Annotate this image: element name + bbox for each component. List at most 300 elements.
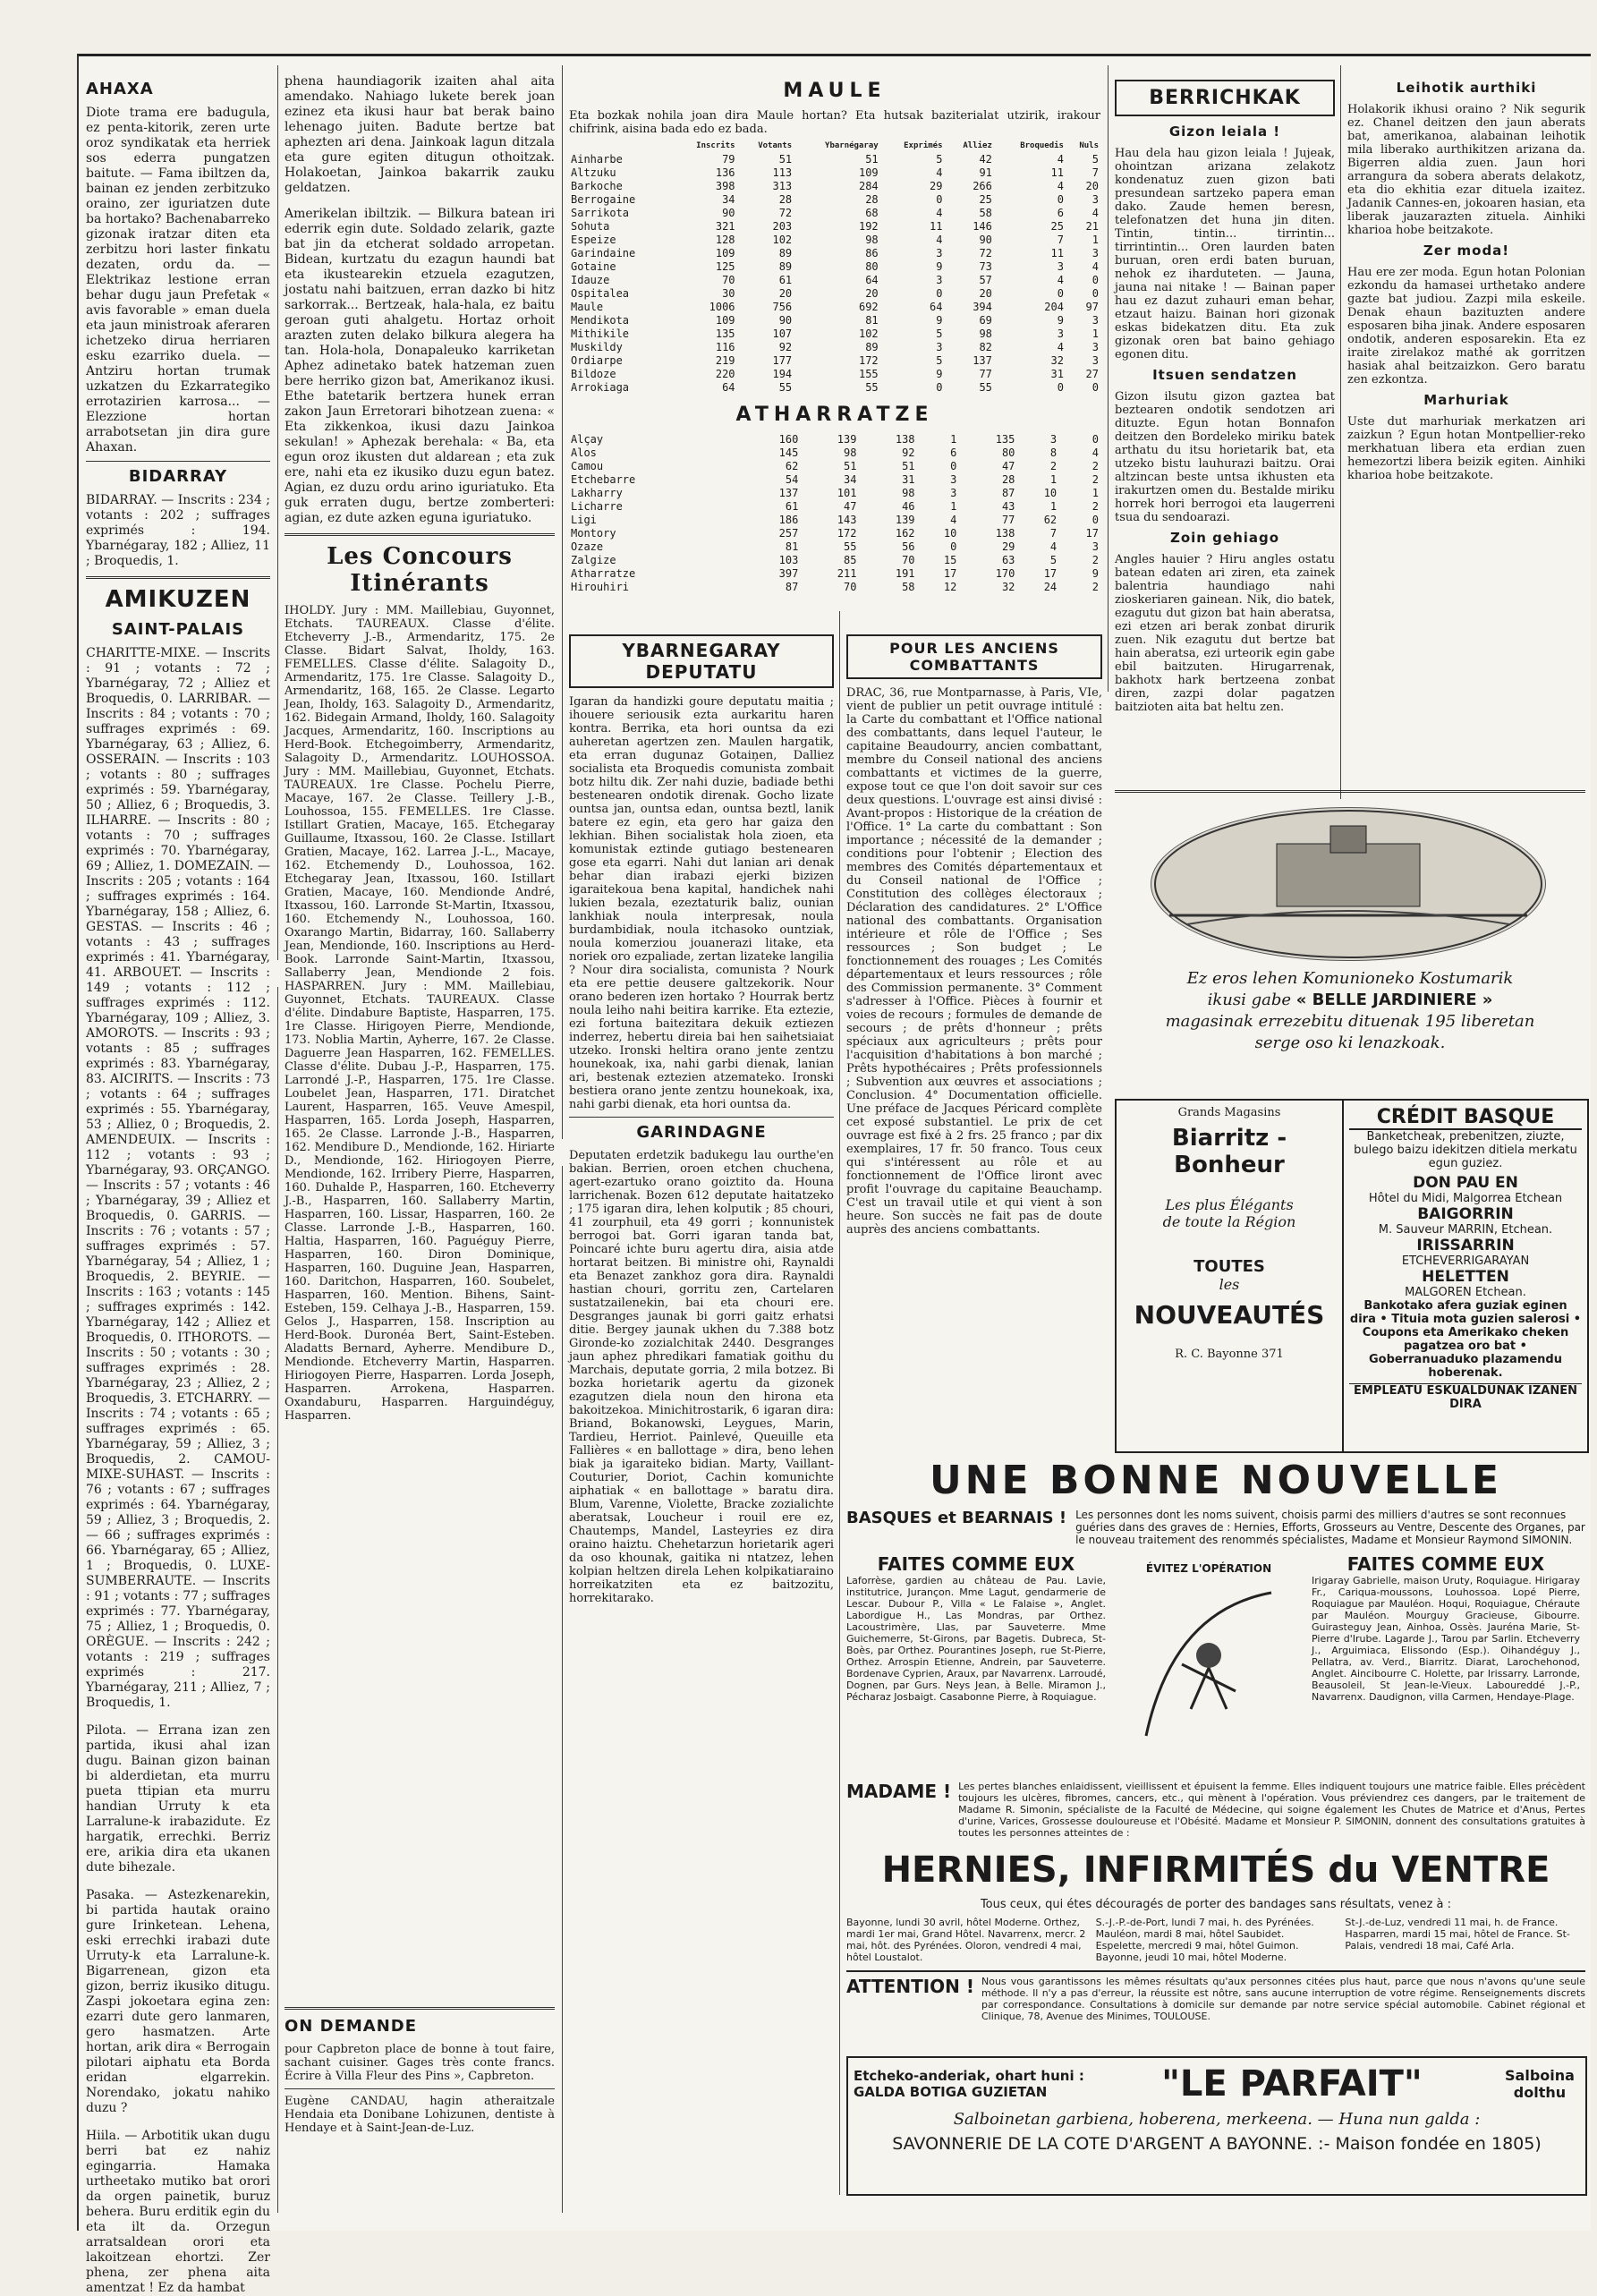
parfait-right: Salboina dolthu bbox=[1505, 2067, 1575, 2101]
table-row bbox=[569, 153, 1100, 166]
vote-count: 92 bbox=[902, 446, 915, 459]
vote-count: 2 bbox=[1092, 554, 1099, 566]
maule-heading: MAULE bbox=[783, 80, 887, 102]
vote-count: 101 bbox=[837, 487, 857, 499]
vote-count: 1 bbox=[1049, 500, 1058, 513]
vote-count: 31 bbox=[1050, 368, 1064, 380]
biarritz-top: Grands Magasins bbox=[1177, 1106, 1281, 1119]
vote-count: 103 bbox=[778, 554, 799, 566]
table-row bbox=[569, 193, 1100, 207]
vote-count: 58 bbox=[902, 581, 915, 593]
table-row bbox=[569, 473, 1100, 487]
ahaxa-heading: AHAXA bbox=[86, 80, 154, 98]
vote-count: 6 bbox=[1057, 207, 1064, 219]
vote-count: 77 bbox=[1001, 514, 1015, 526]
vote-count: 11 bbox=[930, 220, 943, 233]
commune-name: Licharre bbox=[571, 500, 623, 513]
marhuriak-heading: Marhuriak bbox=[1423, 392, 1509, 408]
credit-footer: Bankotako afera guziak eginen dira • Tituia mota guzien salerosi • Coupons eta Amerikako cheken pagatzea oro bat • Goberranuaduko plazamendu hoberenak. bbox=[1349, 1299, 1582, 1380]
commune-name: Maule bbox=[571, 301, 604, 313]
vote-count: 98 bbox=[865, 234, 879, 246]
table-header-cell: Nuls bbox=[1079, 141, 1099, 150]
vote-count: 28 bbox=[1001, 473, 1015, 486]
vote-count: 138 bbox=[995, 527, 1015, 540]
vote-count: 9 bbox=[1092, 567, 1099, 580]
commune-name: Ordiarpe bbox=[571, 354, 623, 367]
vote-count: 72 bbox=[979, 247, 992, 259]
vote-count: 5 bbox=[1092, 153, 1099, 166]
vote-count: 20 bbox=[979, 287, 992, 300]
vote-count: 98 bbox=[843, 446, 857, 459]
operation-illustration-icon bbox=[1119, 1575, 1298, 1754]
column-rule bbox=[1340, 65, 1341, 799]
vote-count: 70 bbox=[902, 554, 915, 566]
column-2 bbox=[285, 74, 555, 2213]
vote-count: 5 bbox=[936, 354, 943, 367]
vote-count: 9 bbox=[936, 368, 943, 380]
bonne-nouvelle-ad bbox=[846, 1452, 1585, 2043]
table-header-cell bbox=[569, 140, 673, 153]
vote-count: 146 bbox=[973, 220, 992, 233]
vote-count: 85 bbox=[843, 554, 857, 566]
vote-count: 177 bbox=[772, 354, 793, 367]
vote-count: 17 bbox=[943, 567, 957, 580]
vote-count: 90 bbox=[722, 207, 735, 219]
vote-count: 30 bbox=[722, 287, 735, 300]
vote-count: 109 bbox=[715, 314, 735, 327]
commune-name: Camou bbox=[571, 460, 604, 472]
vote-count: 2 bbox=[1092, 473, 1099, 486]
vote-count: 3 bbox=[1049, 433, 1058, 446]
vote-count: 25 bbox=[979, 193, 992, 206]
biarritz-line-5: NOUVEAUTÉS bbox=[1134, 1300, 1325, 1330]
vote-count: 266 bbox=[973, 180, 992, 192]
vote-count: 4 bbox=[1057, 274, 1064, 286]
table-row bbox=[569, 341, 1100, 354]
ybarnegaray-text: Igaran da handizki goure deputatu maitia ; ihouere seriousik ezta aurkaritu haren kontra. Berrika, eta hori ountsa da ezi auheretan agertzen zen. Maulen hargatik, eta erran dugunaz Gotaiņen, Dalliez socialista eta Broquedis comunista zombait botz hiltu dik. Zer nahi duzie, badiade bethi bestenearen ondotik direnak. Gocho lizate ountsa jan, ountsa edan, ountsa beztl, lanik batere ez egin, eta gero har gaiza den lekhian. Bihen socialistak hola zioen, eta komunistak eztinde gutiago bestenearen gose eta egarri. Nahi dut lanian ari denak behar dian irabazi ejerki bizizen igaraitekoua bena kapital, handichek nahi lukien bezala, ezeztaturik baliz, ounian lankhiak noula interpresak, noula burdambidiak, noula itchasoko ountziak, noula komerziou jouanerazi litake, eta noriek oro ezpaliade, zertan lizateke langilia ? Nour dira socialista, comunista ? Nourk eta ere pettie deusere galtzekorik. Nour orano bederen izen hortako ? Hourrak bertz noula leiho nahi beitira karrike. Eta eztezie, ezi fortuna baitezitara dekuik eztiezen inderrez, hebertu direia bai hen saihetsiaiat utzeko. Ironski heltira orano jente zentzu hounekoak, ixa, nahi garbi dienak, lanian ari, bestenak eztezien atzemateko. Ironski bestiera orano jente zentzu hounekoak, ixa, nahi garbi dienak, eta hori ountsa da. bbox=[569, 695, 834, 1111]
vote-count: 97 bbox=[1085, 301, 1099, 313]
vote-count: 62 bbox=[785, 460, 799, 472]
vote-count: 54 bbox=[785, 473, 799, 486]
vote-count: 0 bbox=[1092, 381, 1099, 394]
vote-count: 1 bbox=[950, 500, 957, 513]
vote-count: 9 bbox=[1057, 314, 1064, 327]
maule-table bbox=[569, 140, 1100, 395]
vote-count: 1006 bbox=[709, 301, 735, 313]
column-3b bbox=[846, 629, 1102, 1255]
commune-name: Alçay bbox=[571, 433, 604, 446]
ahaxa-text: Diote trama ere badugula, ez penta-kitorik, zeren urte oroz syndikatak eta herriek sos ederra pungatzen baitute. — Fama ibiltzen da, bainan ez jenden zerbitzuko oraino, zer iguriatzen dute ba hortako? Bachenabarreko gizonak iratzar diten eta zerbitzu hori laster finkatu dezaten, ordu da. — Elektrikaz lestione erran behar dugu jaun Prefetak « avis favorable » eman duela eta jaun ministroak aferaren ichetzeko dirua herriaren esku ezarriko duela. — Antziru hortan trumak uzkatzen du Ezkarrategiko errotazirien karrosa... — Elezzione hortan arrabotsetan jin dira gure Ahaxan. bbox=[86, 106, 270, 455]
vote-count: 62 bbox=[1043, 514, 1058, 526]
commune-name: Ainharbe bbox=[571, 153, 623, 166]
vote-count: 211 bbox=[837, 567, 857, 580]
vote-count: 125 bbox=[715, 260, 735, 273]
vote-count: 0 bbox=[1092, 287, 1099, 300]
table-row bbox=[569, 581, 1100, 594]
vote-count: 4 bbox=[1057, 153, 1064, 166]
gizon-text: Hau dela hau gizon leiala ! Jujeak, ohointzan arizana zelakotz kondenatuz zuen gizon bati presundean sartzeko papera eman dako. Zaude hemen beresn, telefonatzen det huna jin diten. Tintin, tintin... tirrintin... tirrintintin... Oren laurden baten buruan, oren erdi baten buruan, nehok ez iharduteten. — Jauna, jauna nai nitake ! — Bainan paper hau ez dazut zuhauri eman behar, etzaut haizu. Bainan hori gizonak eskas bidekatzen ditu. Eta zuk gizonak oren bat baino gehiago egonen ditu. bbox=[1115, 147, 1335, 361]
table-row bbox=[569, 166, 1100, 180]
vote-count: 91 bbox=[979, 166, 992, 179]
credit-baigorri: BAIGORRIN bbox=[1417, 1205, 1514, 1223]
vote-count: 3 bbox=[936, 341, 943, 353]
table-row bbox=[569, 274, 1100, 287]
names-left: Laforrèse, gardien au château de Pau. Lavie, institutrice, Jurançon. Mme Lagut, gendarmerie de Lescar. Dubour P., Villa « Le Falaise », Anglet. Labordigue H., Las Mondras, par Orthez. Lacoustrimère, Llas, par Sauveterre. Mme Guichemerre, St-Girons, par Bagetis. Dubreca, St-Boès, par Orthez. Pourantines Joseph, rue St-Pierre, Orthez. Arrospin Etienne, Andrein, par Sauveterre. Bordenave Cyprien, Araux, par Navarrenx. Larroudé, Dognen, par Gurs. Neys Jean, à Belle. Miramon J., Pécharaz Josbaigt. Casabonne Pierre, à Roquiague. bbox=[846, 1575, 1106, 1703]
vote-count: 42 bbox=[979, 153, 992, 166]
credit-helette-sub: MALGOREN Etchean. bbox=[1405, 1286, 1526, 1299]
column-1 bbox=[86, 74, 270, 2295]
column-rule bbox=[562, 65, 563, 1139]
vote-count: 32 bbox=[1001, 581, 1015, 593]
atharratze-table bbox=[569, 433, 1100, 594]
vote-count: 220 bbox=[715, 368, 735, 380]
vote-count: 4 bbox=[1057, 341, 1064, 353]
vote-count: 10 bbox=[1043, 487, 1058, 499]
vote-count: 186 bbox=[778, 514, 799, 526]
vote-count: 3 bbox=[1092, 314, 1099, 327]
marhuriak-text: Uste dut marhuriak merkatzen ari zaizkun ? Egun hotan Montpellier-reko merkhatuan libera eta erdian zuen hemezortzi libera beizik egiten. Ainhiki kharioa hobe beitzakote. bbox=[1347, 415, 1585, 482]
vote-count: 109 bbox=[858, 166, 879, 179]
commune-name: Etchebarre bbox=[571, 473, 636, 486]
vote-count: 87 bbox=[1001, 487, 1015, 499]
vote-count: 1 bbox=[1049, 473, 1058, 486]
vote-count: 70 bbox=[722, 274, 735, 286]
table-row bbox=[569, 527, 1100, 540]
vote-count: 3 bbox=[950, 487, 957, 499]
vote-count: 64 bbox=[722, 381, 735, 394]
commune-name: Ozaze bbox=[571, 540, 604, 553]
table-header-cell: Inscrits bbox=[696, 141, 735, 150]
vote-count: 5 bbox=[1049, 554, 1058, 566]
building-illustration bbox=[1151, 807, 1546, 961]
towns-1: Bayonne, lundi 30 avril, hôtel Moderne. Orthez, mardi 1er mai, Grand Hôtel. Navarrenx, mercr. 2 mai, hôt. des Pyrénées. Oloron, vendredi 4 mai, hôtel Loustalot. bbox=[846, 1917, 1086, 1963]
vote-count: 109 bbox=[715, 247, 735, 259]
vote-count: 79 bbox=[722, 153, 735, 166]
vote-count: 47 bbox=[1001, 460, 1015, 472]
faites-left: FAITES COMME EUX bbox=[877, 1553, 1075, 1575]
column-rule bbox=[562, 1166, 563, 2213]
vote-count: 136 bbox=[715, 166, 735, 179]
vote-count: 21 bbox=[1085, 220, 1099, 233]
madame-text: Les pertes blanches enlaidissent, vieillissent et épuisent la femme. Elles indiquent toujours une matrice faible. Elles précèdent toujours les ulcères, fibromes, cancers, etc., qui mènent à l'opération. Vous préviendrez ces dangers, par le traitement de Madame R. Simonin, spécialiste de la Faculté de Médecine, qui soigne également les Chutes de Matrice et d'Anus, Pertes d'urine, Varices, Grossesse douloureuse et l'Obésité. Madame et Monsieur P. SIMONIN, donnent des consultations gratuites à toutes les personnes atteintes de : bbox=[958, 1781, 1585, 1839]
zer-moda-text: Hau ere zer moda. Egun hotan Polonian ezkondu da hamasei urthetako andere gazte bat judiou. Zazpi mila eskeile. Denak ehaun bazituzten andere esposaren biha jinak. Andere esposaren ondotik, anderen esposarekin. Eta ez iraite zirelakoz mathé ak gorritzen hasiak ahal beitzaizkon. Gero baratu zen ezkontza. bbox=[1347, 266, 1585, 387]
vote-count: 72 bbox=[778, 207, 793, 219]
vote-count: 77 bbox=[979, 368, 992, 380]
vote-count: 2 bbox=[1092, 581, 1099, 593]
column-3a bbox=[569, 629, 834, 2204]
vote-count: 6 bbox=[950, 446, 957, 459]
commune-name: Montory bbox=[571, 527, 616, 540]
vote-count: 756 bbox=[772, 301, 793, 313]
vote-count: 87 bbox=[785, 581, 799, 593]
vote-count: 3 bbox=[1057, 260, 1064, 273]
table-row bbox=[569, 314, 1100, 327]
vote-count: 194 bbox=[772, 368, 793, 380]
commune-name: Alos bbox=[571, 446, 597, 459]
vote-count: 7 bbox=[1049, 527, 1058, 540]
credit-helette: HELETTEN bbox=[1422, 1268, 1509, 1286]
vote-count: 4 bbox=[1092, 446, 1099, 459]
vote-count: 51 bbox=[778, 153, 793, 166]
biarritz-name: Biarritz - Bonheur bbox=[1171, 1125, 1287, 1178]
vote-count: 0 bbox=[950, 460, 957, 472]
vote-count: 145 bbox=[778, 446, 799, 459]
attention-title: ATTENTION ! bbox=[846, 1976, 974, 1997]
combattants-heading: POUR LES ANCIENS COMBATTANTS bbox=[846, 634, 1102, 679]
biarritz-bonheur-ad bbox=[1115, 1099, 1344, 1453]
vote-count: 5 bbox=[936, 327, 943, 340]
parfait-pre2: GALDA BOTIGA GUZIETAN bbox=[854, 2084, 1048, 2100]
garindagne-heading: GARINDAGNE bbox=[636, 1123, 767, 1142]
commune-name: Ospitalea bbox=[571, 287, 630, 300]
gizon-heading: Gizon leiala ! bbox=[1168, 123, 1281, 140]
bonne-sub-text: Les personnes dont les noms suivent, choisis parmi des milliers d'autres se sont reconnues guéries dans des graves de : Hernies, Efforts, Grosseurs au Ventre, Descente des Organes, par le nouveau traitement des renommés spécialistes, Madame et Monsieur Raymond SIMONIN. bbox=[1075, 1509, 1585, 1546]
vote-count: 3 bbox=[1092, 247, 1099, 259]
vote-count: 3 bbox=[936, 247, 943, 259]
vote-count: 1 bbox=[1092, 487, 1099, 499]
vote-count: 172 bbox=[837, 527, 857, 540]
vote-count: 1 bbox=[1092, 234, 1099, 246]
madame-title: MADAME ! bbox=[846, 1781, 952, 1802]
table-row bbox=[569, 354, 1100, 368]
vote-count: 34 bbox=[843, 473, 857, 486]
vote-count: 4 bbox=[936, 166, 943, 179]
credit-pau: DON PAU EN bbox=[1413, 1174, 1518, 1192]
vote-count: 321 bbox=[715, 220, 735, 233]
vote-count: 3 bbox=[1092, 540, 1099, 553]
table-header-cell: Ybarnégaray bbox=[825, 141, 879, 150]
commune-name: Muskildy bbox=[571, 341, 623, 353]
vote-count: 25 bbox=[1050, 220, 1064, 233]
vote-count: 55 bbox=[979, 381, 992, 394]
commune-name: Idauze bbox=[571, 274, 610, 286]
vote-count: 0 bbox=[1057, 287, 1064, 300]
belle-caption-1: Ez eros lehen Komunioneko Kostumarik bbox=[1186, 969, 1514, 988]
vote-count: 2 bbox=[1049, 460, 1058, 472]
belle-name: « BELLE JARDINIERE » bbox=[1295, 991, 1493, 1009]
commune-name: Berrogaine bbox=[571, 193, 636, 206]
credit-pau-sub: Hôtel du Midi, Malgorrea Etchean bbox=[1368, 1192, 1563, 1205]
continued-text: phena haundiagorik izaiten ahal aita amendako. Nahiago lukete berek joan ezinez eta ikusi haur bat berak baino lehenago juiten. Badute bertze bat aphezten ari dena. Jainkoak lagun ditzala eta gure egiten ditugun othoitzak. Holakoetan, Jainkoa bakarrik zauku geldatzen. bbox=[285, 74, 555, 195]
maule-section bbox=[569, 74, 1100, 611]
vote-count: 51 bbox=[902, 460, 915, 472]
building-icon bbox=[1151, 808, 1545, 960]
vote-count: 98 bbox=[902, 487, 915, 499]
vote-count: 3 bbox=[950, 473, 957, 486]
parfait-line-2: Salboinetan garbiena, hoberena, merkeena. — Huna nun galda : bbox=[953, 2110, 1481, 2129]
combattants-text: DRAC, 36, rue Montparnasse, à Paris, VIe, vient de publier un petit ouvrage intitulé : la Carte du combattant et l'Office national des combattants, dans lequel l'auteur, le capitaine Beaudourry, ancien combattant, membre du Conseil national des anciens combattants et victimes de la guerre, expose tout ce que l'on doit savoir sur ces deux questions. L'ouvrage est ainsi divisé : Avant-propos : Historique de la création de l'Office. 1° La carte du combattant : Son importance ; nécessité de la demander ; conditions pour l'obtenir ; Election des membres des Comités départementaux et du Conseil national de l'Office ; Constitution des collèges électoraux ; Déclaration des candidatures. 2° L'Office national des combattants. Organisation intérieure et rôle de l'Office ; Ses ressources ; Son budget ; Le fonctionnement des rouages ; Les Comités départementaux et leurs ressources ; rôle des Commission permanente. 3° Comment s'adresser à l'Office. Pièces à fournir et voies de recours ; formules de demande de secours ; de prêts d'honneur ; prêts spéciaux aux agriculteurs ; prêts pour l'acquisition d'habitations à bon marché ; Prêts hypothécaires ; Prêts professionnels ; Subvention aux œuvres et associations ; Conclusion. 4° Documentation officielle. Une préface de Jacques Péricard complète cet exposé substantiel. Le prix de cet ouvrage est fixé à 2 frs. 25 franco ; par dix exemplaires, 17 fr. 50 franco. Tous ceux qui s'intéressent au rôle et au fonctionnement de l'Office liront avec profit l'ouvrage du capitaine Beauchamp. C'est un travail utile et qui vient à son heure. Son succès ne fait pas de doute auprès des anciens combattants. bbox=[846, 686, 1102, 1237]
zoin-text: Angles hauier ? Hiru angles ostatu batean edaten ari ziren, eta zainek balentria haundiago nahi zioskeriaren gainean. Nik, dio batek, ezagutu dut gizon bat hain aberatsa, ezi etzen ari berak zonbat dirurik zuen. Nik ezagutu dut bertze bat hain aberatsa, ezi urteorik egin gabe ebil baitzuten. Hirugarrenak, bakhotx hark bertzeena zonbat diren, zazpi dolar pagatzen baitzioten aita bat heltu zen. bbox=[1115, 553, 1335, 714]
itsuen-text: Gizon ilsutu gizon gaztea bat beztearen ondotik sendotzen ari dituzte. Egun hotan Bonnafon deitzen den Bordeleko miriku batek arthatu du itsu horietarik bat, eta utzeko bistu lauhurazi baitzu. Orai altzincan beste untsa ikhusten eta irakurtzen omen du. Bestalde miriku horrek hori berrogoi eta laugerreni tsua du sendoarazi. bbox=[1115, 390, 1335, 524]
vote-count: 27 bbox=[1085, 368, 1099, 380]
vote-count: 92 bbox=[778, 341, 793, 353]
vote-count: 63 bbox=[1001, 554, 1015, 566]
vote-count: 68 bbox=[865, 207, 879, 219]
vote-count: 128 bbox=[715, 234, 735, 246]
table-row bbox=[569, 514, 1100, 527]
vote-count: 43 bbox=[1001, 500, 1015, 513]
vote-count: 61 bbox=[785, 500, 799, 513]
vote-count: 51 bbox=[843, 460, 857, 472]
commune-name: Hirouhiri bbox=[571, 581, 630, 593]
maule-subtitle: Eta bozkak nohila joan dira Maule hortan? Eta hutsak baziterialat utzirik, irakour chifrink, aisina bada edo ez bada. bbox=[569, 109, 1100, 136]
vote-count: 80 bbox=[1001, 446, 1015, 459]
vote-count: 90 bbox=[979, 234, 992, 246]
vote-count: 89 bbox=[778, 247, 793, 259]
vote-count: 3 bbox=[1092, 193, 1099, 206]
zoin-heading: Zoin gehiago bbox=[1169, 530, 1280, 546]
vote-count: 11 bbox=[1050, 247, 1064, 259]
parfait-pre: Etcheko-anderiak, ohart huni : bbox=[854, 2068, 1084, 2084]
election-results-text: CHARITTE-MIXE. — Inscrits : 91 ; votants : 72 ; Ybarnégaray, 72 ; Alliez et Broquedis, 0. LARRIBAR. — Inscrits : 84 ; votants : 70 ; suffrages exprimés : 69. Ybarnégaray, 63 ; Alliez, 6. OSSERAIN. — Inscrits : 103 ; votants : 80 ; suffrages exprimés : 59. Ybarnégaray, 50 ; Alliez, 6 ; Broquedis, 3. ILHARRE. — Inscrits : 80 ; votants : 70 ; suffrages exprimés : 70. Ybarnégaray, 69 ; Alliez, 1. DOMEZAIN. — Inscrits : 205 ; votants : 164 ; suffrages exprimés : 164. Ybarnégaray, 158 ; Alliez, 6. GESTAS. — Inscrits : 46 ; votants : 43 ; suffrages exprimés : 41. Ybarnégaray, 41. ARBOUET. — Inscrits : 149 ; votants : 112 ; suffrages exprimés : 112. Ybarnégaray, 109 ; Alliez, 3. AMOROTS. — Inscrits : 93 ; votants : 85 ; suffrages exprimés : 83. Ybarnégaray, 83. AICIRITS. — Inscrits : 73 ; votants : 64 ; suffrages exprimés : 55. Ybarnégaray, 53 ; Alliez, 0 ; Broquedis, 2. AMENDEUIX. — Inscrits : 112 ; votants : 93 ; Ybarnégaray, 93. ORÇANGO. — Inscrits : 57 ; votants : 46 ; Ybarnégaray, 39 ; Alliez et Broquedis, 0. GARRIS. — Inscrits : 76 ; votants : 57 ; suffrages exprimés : 57. Ybarnégaray, 54 ; Alliez, 1 ; Broquedis, 2. BEYRIE. — Inscrits : 163 ; votants : 145 ; suffrages exprimés : 142. Ybarnégaray, 142 ; Alliez et Broquedis, 0. ITHOROTS. — Inscrits : 50 ; votants : 30 ; suffrages exprimés : 28. Ybarnégaray, 23 ; Alliez, 2 ; Broquedis, 3. ETCHARRY. — Inscrits : 74 ; votants : 65 ; suffrages exprimés : 65. Ybarnégaray, 59 ; Alliez, 3 ; Broquedis, 2. CAMOU-MIXE-SUHAST. — Inscrits : 76 ; votants : 67 ; suffrages exprimés : 64. Ybarnégaray, 59 ; Alliez, 3 ; Broquedis, 2. — 66 ; suffrages exprimés : 66. Ybarnégaray, 65 ; Alliez, 1 ; Broquedis, 0. LUXE-SUMBERRAUTE. — Inscrits : 91 ; votants : 77 ; suffrages exprimés : 77. Ybarnégaray, 75 ; Alliez, 1 ; Broquedis, 0. ORÈGUE. — Inscrits : 242 ; votants : 219 ; suffrages exprimés : 217. Ybarnégaray, 211 ; Alliez, 7 ; Broquedis, 1. bbox=[86, 646, 270, 1710]
pilota-text: Pilota. — Errana izan zen partida, ikusi ahal izan dugu. Bainan gizon bainan bi alderdietan, eta murru pueta ttipian eta murru handian Urruty k eta Larralune-k irabazidute. Ez hargatik, errechki. Berriz ere, arikia dira eta ukanen dute bihezale. bbox=[86, 1723, 270, 1875]
vote-count: 692 bbox=[858, 301, 879, 313]
berrichkak-heading: BERRICHKAK bbox=[1115, 80, 1335, 116]
table-row bbox=[569, 540, 1100, 554]
candau-text: Eugène CANDAU, hagin atheraitzale Hendaia eta Donibane Lohizunen, dentiste à Hendaye et à Saint-Jean-de-Luz. bbox=[285, 2095, 555, 2135]
table-row bbox=[569, 287, 1100, 301]
vote-count: 3 bbox=[936, 274, 943, 286]
vote-count: 28 bbox=[865, 193, 879, 206]
vote-count: 107 bbox=[772, 327, 793, 340]
commune-name: Mithikile bbox=[571, 327, 630, 340]
vote-count: 162 bbox=[895, 527, 915, 540]
table-row bbox=[569, 247, 1100, 260]
zer-moda-heading: Zer moda! bbox=[1423, 242, 1510, 259]
table-row bbox=[569, 381, 1100, 395]
vote-count: 55 bbox=[865, 381, 879, 394]
commune-name: Bildoze bbox=[571, 368, 616, 380]
vote-count: 394 bbox=[973, 301, 992, 313]
saint-palais-heading: SAINT-PALAIS bbox=[111, 620, 245, 639]
vote-count: 257 bbox=[778, 527, 799, 540]
vote-count: 0 bbox=[950, 540, 957, 553]
vote-count: 4 bbox=[950, 514, 957, 526]
table-row bbox=[569, 433, 1100, 446]
vote-count: 98 bbox=[979, 327, 992, 340]
vote-count: 31 bbox=[902, 473, 915, 486]
vote-count: 219 bbox=[715, 354, 735, 367]
vote-count: 15 bbox=[943, 554, 957, 566]
vote-count: 313 bbox=[772, 180, 793, 192]
vote-count: 81 bbox=[785, 540, 799, 553]
vote-count: 3 bbox=[1057, 327, 1064, 340]
commune-name: Sohuta bbox=[571, 220, 610, 233]
table-row bbox=[569, 554, 1100, 567]
towns-2: S.-J.-P.-de-Port, lundi 7 mai, h. des Pyrénées. Mauléon, mardi 8 mai, hôtel Saubidet. Espelette, mercredi 9 mai, hôtel Guimon. Bayonne, jeudi 10 mai, hôtel Moderne. bbox=[1095, 1917, 1314, 1963]
vote-count: 4 bbox=[936, 207, 943, 219]
table-header-cell: Broquedis bbox=[1020, 141, 1064, 150]
vote-count: 80 bbox=[865, 260, 879, 273]
vote-count: 3 bbox=[1092, 354, 1099, 367]
amerikan-text: Amerikelan ibiltzik. — Bilkura batean iri ederrik egin dute. Soldado zelarik, gazte bat jin da etcherat soldado arropetan. Bidean, kurtzatu du ezagun haundi bat eta ikustearekin etzuela ezagutzen, jostatu nahi baitzuen, erran dazko bi hitz sarkorrak... Bertzeak, hala-hala, ez baitu geroan guti ahalgetu. Hortaz orhoit arazten zuten delako bilkura alegera ha tan. Hola-hola, Donapaleuko karriketan Aphez adinetako batek hatzeman zuen bere herriko gizon bat, Amerikanoz ikusi. Ethe batetarik bertzera hunek erran zakon Jaun Erretorari bihotzean zuena: « Eta zikkenkoa, ikusi dazu Jainkoa sekulan! » Aphezak berehala: « Ba, eta egun oroz ikusten dut aldarean ; eta zuk ere, nahi eta ez ikusiko duzu egun batez. Agian, ez duzu ordu arino iguriatuko. Eta guk erraten dugu, bertze zomberteri: agian, ez dute azken eguna iguriatuko. bbox=[285, 207, 555, 525]
vote-count: 17 bbox=[1043, 567, 1058, 580]
column-rule bbox=[277, 987, 278, 2213]
atharratze-heading: ATHARRATZE bbox=[735, 404, 934, 426]
parfait-name: "LE PARFAIT" bbox=[1161, 2063, 1423, 2105]
vote-count: 4 bbox=[1057, 180, 1064, 192]
vote-count: 81 bbox=[865, 314, 879, 327]
table-row bbox=[569, 487, 1100, 500]
commune-name: Gotaine bbox=[571, 260, 616, 273]
vote-count: 47 bbox=[843, 500, 857, 513]
column-5 bbox=[1347, 74, 1585, 790]
commune-name: Ligi bbox=[571, 514, 597, 526]
vote-count: 160 bbox=[778, 433, 799, 446]
parfait-line-3: SAVONNERIE DE LA COTE D'ARGENT A BAYONNE. :- Maison fondée en 1805) bbox=[892, 2134, 1542, 2154]
vote-count: 135 bbox=[715, 327, 735, 340]
vote-count: 57 bbox=[979, 274, 992, 286]
commune-name: Altzuku bbox=[571, 166, 616, 179]
hernies-sub: Tous ceux, qui étes découragés de porter des bandages sans résultats, venez à : bbox=[980, 1898, 1452, 1911]
concours-text: IHOLDY. Jury : MM. Maillebiau, Guyonnet, Etchats. TAUREAUX. Classe d'élite. Etcheverry J.-B., Armendaritz, 175. 2e Classe. Bidart Salvat, Iholdy, 163. FEMELLES. Classe d'élite. Salagoity D., Armendaritz, 175. 1re Classe. Salagoity D., Armendaritz, 168, 165. 2e Classe. Legarto Jean, Iholdy, 163. Salagoity D., Armendaritz, 162. Bidegain Armand, Iholdy, 160. Salagoity Jacques, Armendaritz, 160. Inscriptions au Herd-Book. Etchegoimberry, Armendaritz, Salagoity D., Armendaritz. LOUHOSSOA. Jury : MM. Maillebiau, Guyonnet, Etchats. TAUREAUX. 1re Classe. Pochelu Pierre, Macaye, 167. 2e Classe. Teillery J.-B., Louhossoa, 155. FEMELLES. 1re Classe. Istillart Gratien, Macaye, 165. Etchegaray Guillaume, Itxassou, 160. 2e Classe. Istillart Gratien, Macaye, 162. Larrea J.-L., Macaye, 162. Etchemendy D., Louhossoa, 162. Etchegaray Jean, Itxassou, 160. Istillart Gratien, Macaye, 160. Mendionde André, Itxassou, 160. Larronde St-Martin, Itxassou, 160. Etchemendy N., Louhossoa, 160. Oxarango Martin, Bidarray, 160. Sallaberry Jean, Mendionde, 160. Inscriptions au Herd-Book. Larronde Saint-Martin, Itxassou, Sallaberry Jean, Mendionde 2 fois. HASPARREN. Jury : MM. Maillebiau, Guyonnet, Etchats. TAUREAUX. Classe d'élite. Dindabure Baptiste, Hasparren, 175. 1re Classe. Hirigoyen Pierre, Mendionde, 173. Noblia Martin, Ayherre, 167. 2e Classe. Daguerre Jean Hasparren, 162. FEMELLES. Classe d'élite. Dubau J.-P., Hasparren, 175. Larrondé J.-P., Hasparren, 175. 1re Classe. Loubelet Jean, Hasparren, 171. Diratchet Laurent, Hasparren, 165. Veuve Amespil, Hasparren, 165. Lorda Joseph, Hasparren, 165. 2e Classe. Larronde J.-B., Hasparren, 162. Mendibure D., Mendionde, 162. Hiriarte D., Mendionde, 162. Hiriogoyen Pierre, Mendionde, 162. Irribery Pierre, Hasparren, 160. Duhalde P., Hasparren, 160. Etcheverry J.-B., Hasparren, 160. Sallaberry Martin, Hasparren, 160. Lissar, Hasparren, 160. 2e Classe. Larronde J.-B., Hasparren, 160. Haltia, Hasparren, 160. Paguéguy Pierre, Hasparren, 160. Diron Dominique, Hasparren, 160. Duguine Jean, Hasparren, 160. Daritchon, Hasparren, 160. Soubelet, Hasparren, 160. Mention. Bihens, Saint-Esteben, 159. Celhaya J.-B., Hasparren, 159. Gelos J., Hasparren, 158. Inscription au Herd-Book. Duronéa Bert, Saint-Esteben. Aladatts Bernard, Ayherre. Mendibure D., Mendionde. Etcheverry Martin, Hasparren. Hiriogoyen Pierre, Hasparren. Lorda Joseph, Hasparren. Arrokena, Hasparren. Oxandaburu, Hasparren. Harguindéguy, Hasparren. bbox=[285, 604, 555, 1423]
commune-name: Sarrikota bbox=[571, 207, 630, 219]
table-row bbox=[569, 260, 1100, 274]
vote-count: 7 bbox=[1092, 166, 1099, 179]
vote-count: 2 bbox=[1092, 500, 1099, 513]
vote-count: 46 bbox=[902, 500, 915, 513]
vote-count: 17 bbox=[1085, 527, 1099, 540]
vote-count: 32 bbox=[1050, 354, 1064, 367]
vote-count: 90 bbox=[778, 314, 793, 327]
vote-count: 4 bbox=[1092, 207, 1099, 219]
vote-count: 4 bbox=[1049, 540, 1058, 553]
vote-count: 9 bbox=[936, 260, 943, 273]
vote-count: 4 bbox=[1092, 260, 1099, 273]
vote-count: 0 bbox=[1057, 381, 1064, 394]
belle-caption-3: magasinak errezebitu dituenak 195 liberetan bbox=[1165, 1012, 1535, 1031]
credit-irissarri-sub: ETCHEVERRIGARAYAN bbox=[1401, 1254, 1530, 1268]
credit-baigorri-sub: M. Sauveur MARRIN, Etchean. bbox=[1378, 1223, 1553, 1237]
vote-count: 89 bbox=[865, 341, 879, 353]
vote-count: 29 bbox=[1001, 540, 1015, 553]
vote-count: 398 bbox=[715, 180, 735, 192]
vote-count: 69 bbox=[979, 314, 992, 327]
biarritz-rc: R. C. Bayonne 371 bbox=[1175, 1348, 1284, 1361]
bonne-sub-left: BASQUES et BEARNAIS ! bbox=[846, 1509, 1067, 1527]
table-row bbox=[569, 220, 1100, 234]
vote-count: 51 bbox=[865, 153, 879, 166]
vote-count: 56 bbox=[902, 540, 915, 553]
vote-count: 138 bbox=[895, 433, 915, 446]
hernies-title: HERNIES, INFIRMITÉS du VENTRE bbox=[881, 1850, 1550, 1891]
vote-count: 1 bbox=[1092, 327, 1099, 340]
vote-count: 4 bbox=[936, 234, 943, 246]
biarritz-line-4: les bbox=[1219, 1276, 1240, 1293]
commune-name: Garindaine bbox=[571, 247, 636, 259]
vote-count: 7 bbox=[1057, 234, 1064, 246]
newspaper-page bbox=[77, 54, 1591, 2295]
towns-3: St-J.-de-Luz, vendredi 11 mai, h. de France. Hasparren, mardi 15 mai, hôtel de France. St-Palais, vendredi 18 mai, Café Arla. bbox=[1345, 1917, 1570, 1952]
vote-count: 0 bbox=[1092, 274, 1099, 286]
vote-count: 10 bbox=[943, 527, 957, 540]
table-row bbox=[569, 301, 1100, 314]
vote-count: 0 bbox=[936, 193, 943, 206]
vote-count: 55 bbox=[778, 381, 793, 394]
commune-name: Zalgize bbox=[571, 554, 616, 566]
vote-count: 135 bbox=[995, 433, 1015, 446]
column-rule bbox=[839, 611, 840, 2195]
vote-count: 172 bbox=[858, 354, 879, 367]
vote-count: 64 bbox=[865, 274, 879, 286]
vote-count: 1 bbox=[950, 433, 957, 446]
commune-name: Atharratze bbox=[571, 567, 636, 580]
vote-count: 0 bbox=[936, 381, 943, 394]
biarritz-line-2: de toute la Région bbox=[1162, 1213, 1296, 1230]
pasaka-text: Pasaka. — Astezkenarekin, bi partida hautak oraino gure Irinketean. Lehena, eski errechki irabazi dute Urruty-k eta Larralune-k. Bigarrenean, gizon eta gizon, berriz ikusiko ditugu. Zaspi jokoetara egina zen: ezarri dute gero lanmaren, gero hasmatzen. Arte hortan, arik dira « Berrogain pilotari aiphatu eta Borda eridan elgarrekin. Norendako, jokatu nahiko duzu ? bbox=[86, 1888, 270, 2115]
vote-count: 137 bbox=[973, 354, 992, 367]
vote-count: 170 bbox=[995, 567, 1015, 580]
